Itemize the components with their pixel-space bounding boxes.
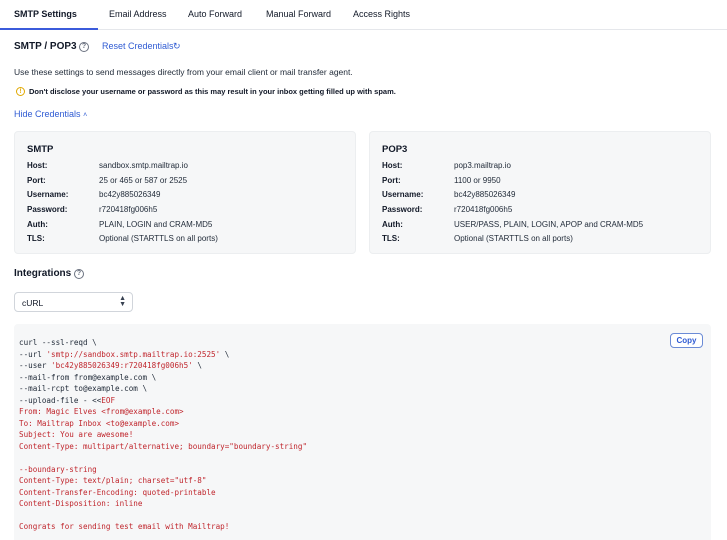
integration-select-value: cURL [22,298,44,308]
select-arrows-icon: ▲ ▼ [119,295,126,308]
cred-label: Host: [382,161,403,170]
smtp-card-title: SMTP [27,144,54,155]
pop3-auth-value: USER/PASS, PLAIN, LOGIN, APOP and CRAM-MD5 [454,220,644,229]
pop3-password-value: r720418fg006h5 [454,205,513,214]
smtp-host-value: sandbox.smtp.mailtrap.io [99,161,188,170]
code-lines [19,337,307,533]
code-line: --boundary-string [19,464,97,474]
cred-label: Port: [382,176,401,185]
code-line: curl --ssl-reqd \ [19,338,97,347]
smtp-credentials-card [14,131,356,254]
chevron-up-icon: ˄ [83,112,88,119]
question-circle-icon[interactable]: ? [74,269,84,279]
smtp-username-value: bc42y885026349 [99,190,161,199]
code-line: --mail-rcpt to@example.com \ [19,384,148,393]
tab-manual-forward[interactable]: Manual Forward [266,9,332,19]
code-line: Subject: You are awesome! [19,430,134,439]
integrations-title: Integrations [14,268,72,279]
code-token: --user [19,361,52,370]
code-line [19,510,307,522]
cred-label: Auth: [382,220,403,229]
tab-smtp-settings[interactable]: SMTP Settings [14,9,77,19]
tab-auto-forward[interactable]: Auto Forward [188,9,243,19]
code-token: 'smtp://sandbox.smtp.mailtrap.io:2525' [46,349,221,359]
smtp-port-value: 25 or 465 or 587 or 2525 [99,176,188,185]
integration-select[interactable] [14,292,133,312]
pop3-username-value: bc42y885026349 [454,190,516,199]
code-token: 'bc42y885026349:r720418fg006h5' [51,361,193,370]
page-title: SMTP / POP3 [14,41,77,52]
cred-label: Port: [27,176,46,185]
cred-label: TLS: [27,234,45,243]
cred-label: Username: [382,190,424,199]
pop3-tls-value: Optional (STARTTLS on all ports) [454,234,573,243]
code-line [19,395,307,407]
reset-credentials-link[interactable]: Reset Credentials [102,41,174,51]
copy-button[interactable]: Copy [670,333,703,348]
cred-label: Password: [382,205,423,214]
smtp-auth-value: PLAIN, LOGIN and CRAM-MD5 [99,220,213,229]
smtp-password-value: r720418fg006h5 [99,205,158,214]
cred-label: Auth: [27,220,48,229]
cred-label: Username: [27,190,69,199]
cred-label: TLS: [382,234,400,243]
hide-credentials-link[interactable] [14,109,87,119]
question-circle-icon[interactable]: ? [79,42,89,52]
code-line: Content-Disposition: inline [19,499,143,508]
pop3-card-title: POP3 [382,144,408,155]
code-token: --upload-file - << [19,395,102,405]
description-text: Use these settings to send messages directly from your email client or mail transfer agent. [14,67,353,77]
warning-icon: ! [16,87,25,96]
code-snippet [14,324,711,540]
warning-text: Don't disclose your username or password as this may result in your inbox getting filled up with spam. [29,87,396,96]
code-token: \ [192,361,202,370]
smtp-tls-value: Optional (STARTTLS on all ports) [99,234,218,243]
code-line: Congrats for sending test email with Mailtrap! [19,522,230,531]
code-token: --url [19,349,47,359]
code-line: From: Magic Elves <from@example.com> [19,407,184,416]
tab-email-address[interactable]: Email Address [109,9,167,19]
code-token: EOF [101,395,116,405]
code-line: Content-Type: multipart/alternative; boundary="boundary-string" [19,441,308,451]
pop3-host-value: pop3.mailtrap.io [454,161,511,170]
code-line: Content-Transfer-Encoding: quoted-printable [19,487,216,497]
pop3-credentials-card [369,131,711,254]
code-line [19,452,307,464]
code-token: \ [220,349,230,359]
active-tab-indicator [0,28,98,30]
code-line: To: Mailtrap Inbox <to@example.com> [19,418,180,428]
cred-label: Password: [27,205,68,214]
tab-bar [0,0,727,30]
cred-label: Host: [27,161,48,170]
code-line [19,349,307,361]
hide-credentials-label: Hide Credentials [14,109,81,119]
code-line: --mail-from from@example.com \ [19,372,157,382]
tab-access-rights[interactable]: Access Rights [353,9,411,19]
code-line: Content-Type: text/plain; charset="utf-8" [19,476,207,485]
code-line [19,360,307,372]
pop3-port-value: 1100 or 9950 [454,176,501,185]
refresh-icon[interactable]: ↻ [173,41,181,51]
